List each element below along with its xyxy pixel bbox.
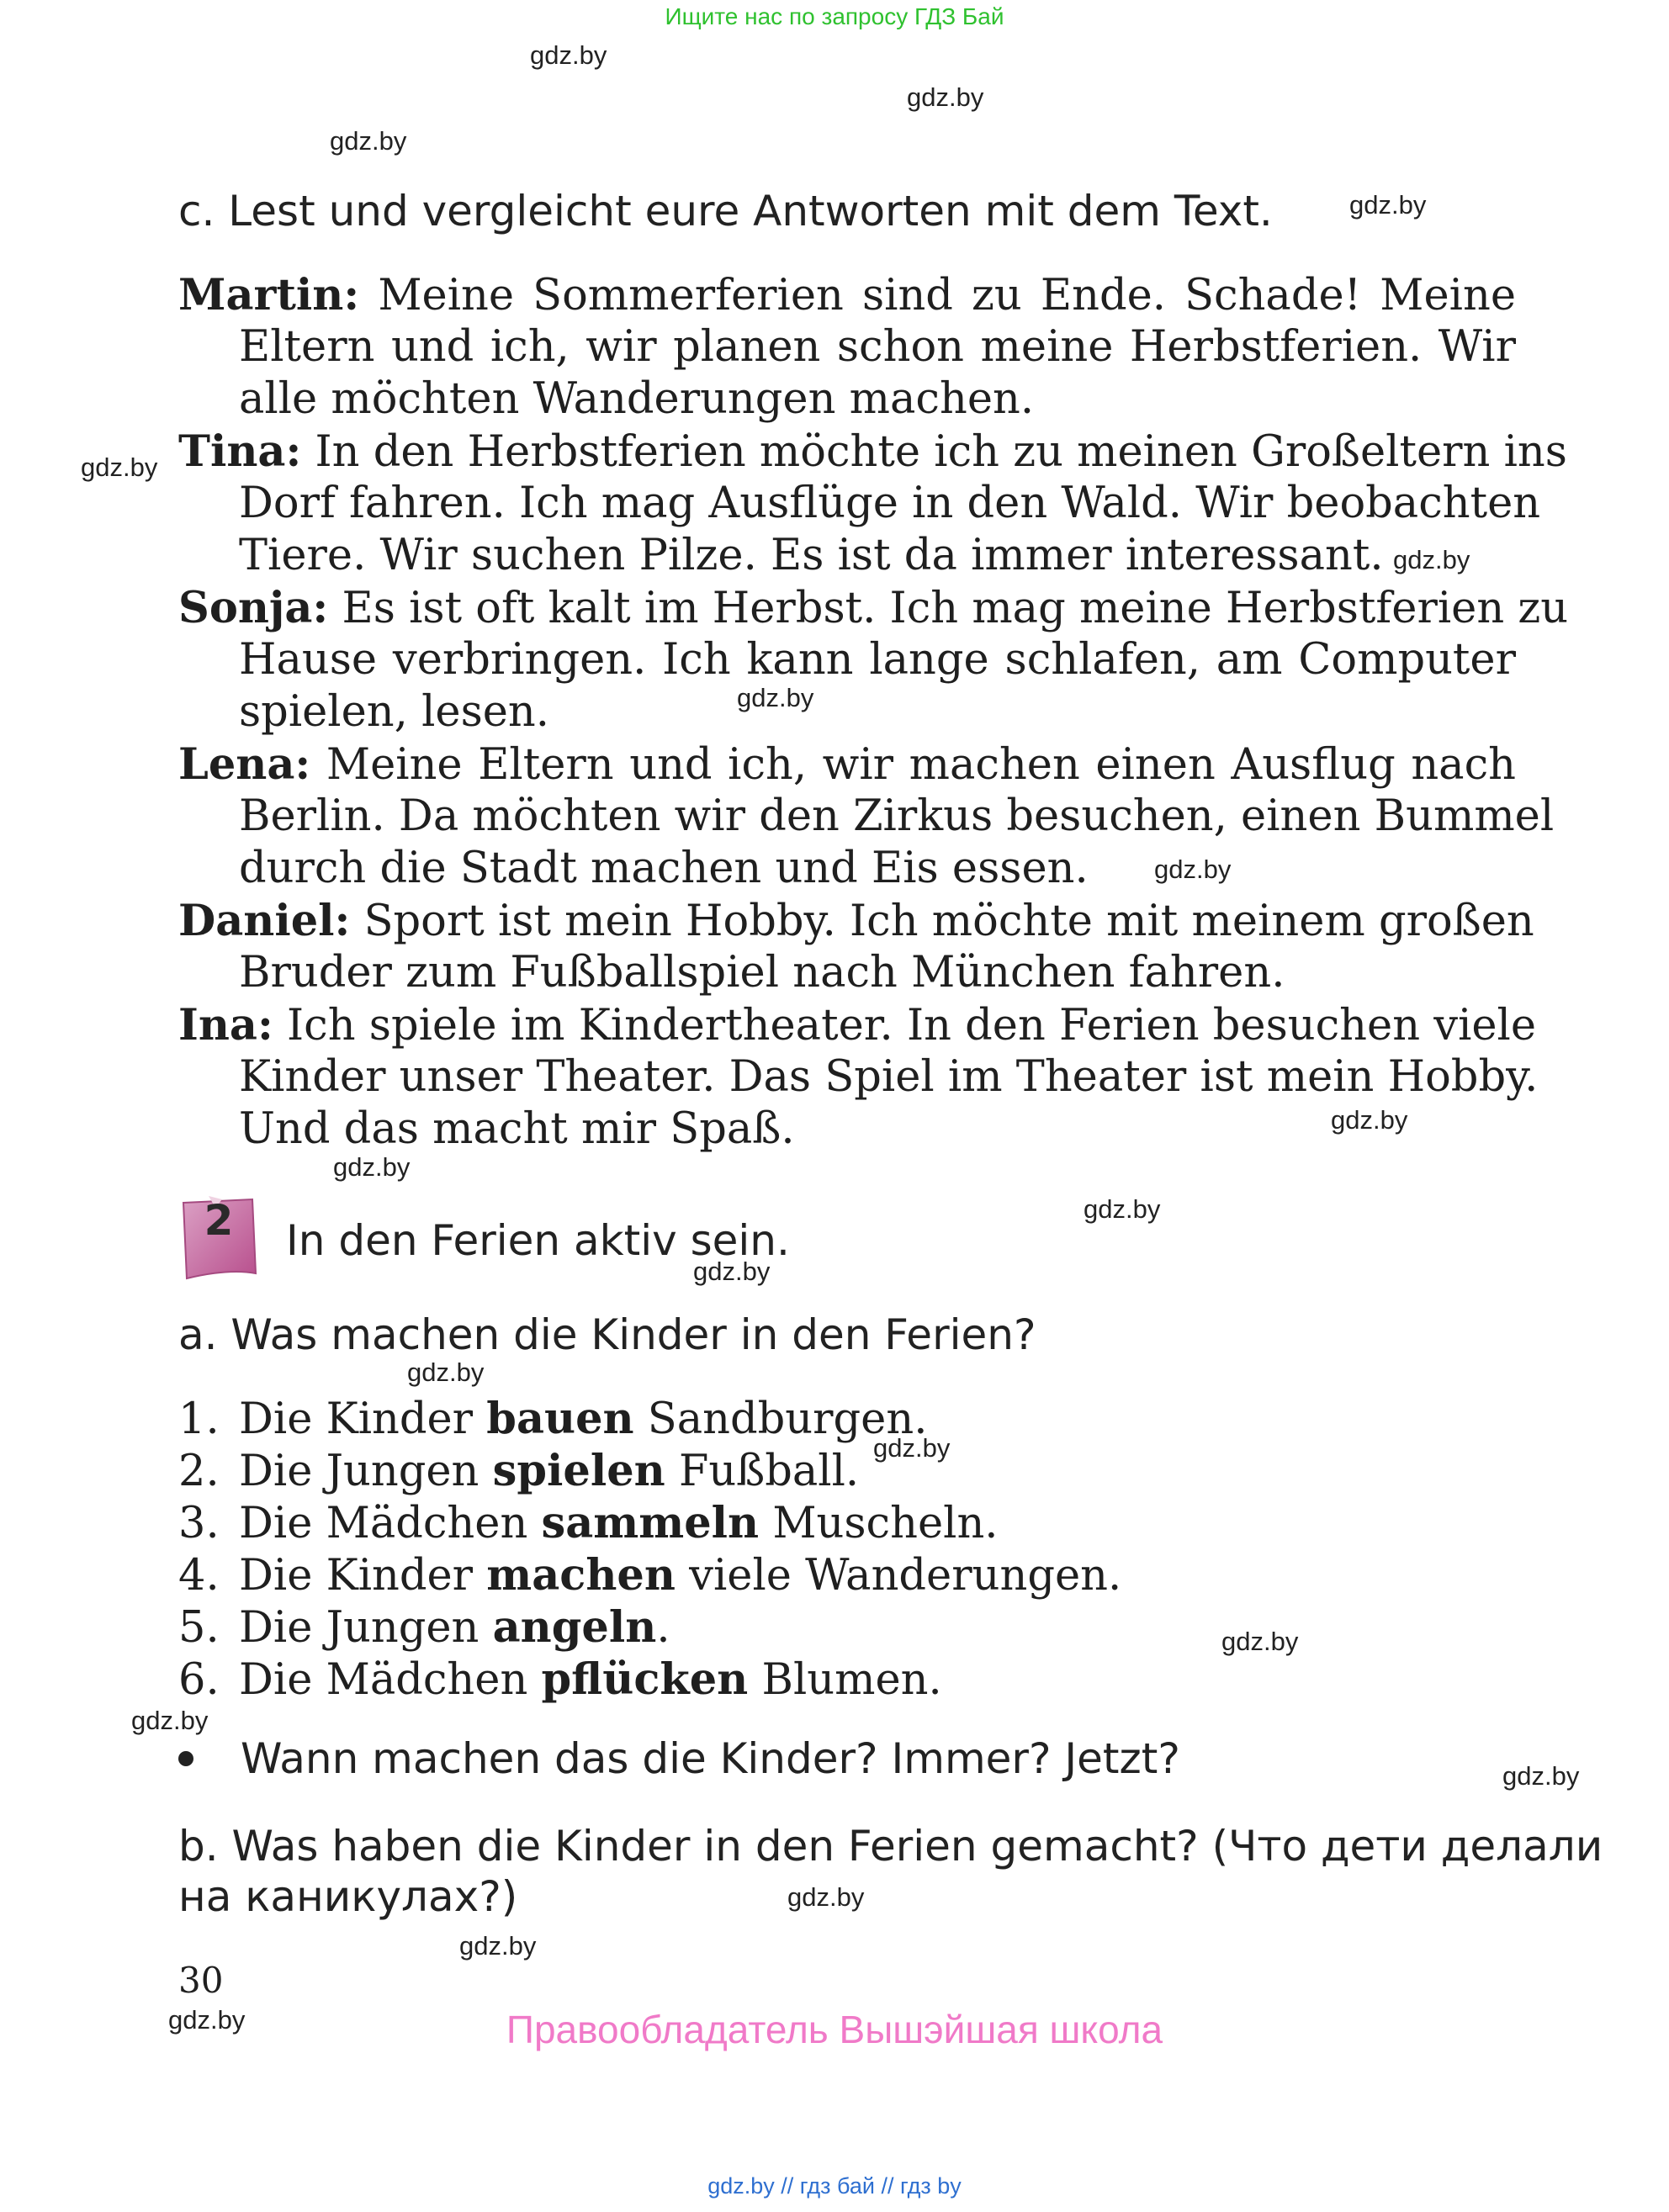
watermark: gdz.by xyxy=(1349,190,1427,220)
watermark: gdz.by xyxy=(693,1257,771,1286)
list-item: 3. Die Mädchen sammeln Muscheln. xyxy=(178,1498,999,1548)
dialogue-line: Bruder zum Fußballspiel nach München fahren. xyxy=(239,948,1285,998)
watermark: gdz.by xyxy=(330,126,407,156)
section-b-heading-continued: на каникулах?) xyxy=(178,1872,518,1921)
bullet-icon xyxy=(178,1751,193,1766)
section-a-heading: a. Was machen die Kinder in den Ferien? xyxy=(178,1310,1036,1359)
speaker-name: Sonja: xyxy=(178,583,329,633)
watermark: gdz.by xyxy=(407,1357,485,1387)
dialogue-entry xyxy=(178,738,1555,895)
dialogue-line: durch die Stadt machen und Eis essen. xyxy=(239,844,1089,893)
dialogue-entry xyxy=(178,895,1534,999)
watermark: gdz.by xyxy=(168,2005,246,2035)
dialogue-line: Kinder unser Theater. Das Spiel im Theater ist mein Hobby. xyxy=(239,1052,1539,1102)
speaker-name: Ina: xyxy=(178,1000,273,1050)
watermark: gdz.by xyxy=(1393,545,1470,574)
dialogue-line: Ina: Ich spiele im Kindertheater. In den Ferien besuchen viele xyxy=(178,1000,1537,1050)
watermark: gdz.by xyxy=(81,452,158,482)
sentence-list xyxy=(178,1393,1516,1706)
watermark: gdz.by xyxy=(131,1706,209,1735)
watermark: gdz.by xyxy=(737,683,814,712)
copyright-notice: Правообладатель Вышэйшая школа xyxy=(506,2008,1163,2051)
verb-highlight: angeln xyxy=(492,1602,657,1653)
speaker-name: Tina: xyxy=(178,426,302,477)
list-item: 2. Die Jungen spielen Fußball. xyxy=(178,1446,860,1496)
list-item: 4. Die Kinder machen viele Wanderungen. xyxy=(178,1550,1122,1601)
watermark: gdz.by xyxy=(873,1433,951,1463)
dialogue-line: Dorf fahren. Ich mag Ausflüge in den Wald. Wir beobachten xyxy=(239,479,1541,528)
dialogue-entry xyxy=(178,426,1567,582)
dialogue-line: Sonja: Es ist oft kalt im Herbst. Ich mag meine Herbstferien zu xyxy=(178,583,1569,633)
dialogue-line: Tina: In den Herbstferien möchte ich zu meinen Großeltern ins xyxy=(178,426,1567,477)
dialogue-entry xyxy=(178,582,1569,738)
dialogue-entry xyxy=(178,999,1539,1156)
list-item: 1. Die Kinder bauen Sandburgen. xyxy=(178,1394,928,1444)
watermark: gdz.by xyxy=(530,40,607,70)
watermark: gdz.by xyxy=(333,1152,411,1182)
watermark: gdz.by xyxy=(459,1931,537,1961)
watermark: gdz.by xyxy=(1221,1627,1299,1656)
dialogue-line: spielen, lesen. xyxy=(239,687,549,737)
speaker-name: Daniel: xyxy=(178,896,351,946)
speaker-name: Martin: xyxy=(178,270,360,320)
section-c-heading: c. Lest und vergleicht eure Antworten mit dem Text. xyxy=(178,187,1273,235)
watermark: gdz.by xyxy=(1331,1105,1408,1135)
dialogue-line: Hause verbringen. Ich kann lange schlafen, am Computer xyxy=(239,635,1516,685)
dialogue-line: Berlin. Da möchten wir den Zirkus besuchen, einen Bummel xyxy=(239,791,1555,841)
dialogue-line: Tiere. Wir suchen Pilze. Es ist da immer interessant. xyxy=(239,531,1384,580)
dialogue-line: Eltern und ich, wir planen schon meine Herbstferien. Wir xyxy=(239,322,1516,372)
watermark: gdz.by xyxy=(1502,1761,1580,1791)
top-banner: Ищите нас по запросу ГДЗ Бай xyxy=(665,3,1004,29)
dialogue-entry xyxy=(178,269,1516,426)
list-item: 5. Die Jungen angeln. xyxy=(178,1602,670,1653)
exercise-number-badge xyxy=(178,1196,259,1282)
page-number: 30 xyxy=(178,1960,224,2001)
watermark: gdz.by xyxy=(1154,855,1232,884)
dialogue-line: alle möchten Wanderungen machen. xyxy=(239,374,1035,424)
bullet-question: Wann machen das die Kinder? Immer? Jetzt? xyxy=(241,1734,1180,1783)
watermark: gdz.by xyxy=(787,1882,865,1912)
dialogue-line: Und das macht mir Spaß. xyxy=(239,1104,795,1154)
watermark: gdz.by xyxy=(1084,1194,1161,1224)
speaker-name: Lena: xyxy=(178,739,311,790)
exercise-title: In den Ferien aktiv sein. xyxy=(286,1216,790,1265)
verb-highlight: sammeln xyxy=(541,1498,760,1548)
watermark: gdz.by xyxy=(907,82,984,112)
dialogue-line: Daniel: Sport ist mein Hobby. Ich möchte mit meinem großen xyxy=(178,896,1534,946)
exercise-number: 2 xyxy=(204,1196,234,1245)
dialogue-line: Lena: Meine Eltern und ich, wir machen einen Ausflug nach xyxy=(178,739,1516,790)
verb-highlight: spielen xyxy=(492,1446,665,1496)
section-b-heading: b. Was haben die Kinder in den Ferien gemacht? (Что дети делали xyxy=(178,1822,1603,1871)
verb-highlight: pflücken xyxy=(541,1654,749,1705)
list-item: 6. Die Mädchen pflücken Blumen. xyxy=(178,1654,942,1705)
dialogue-line: Martin: Meine Sommerferien sind zu Ende. Schade! Meine xyxy=(178,270,1516,320)
verb-highlight: machen xyxy=(486,1550,676,1601)
verb-highlight: bauen xyxy=(486,1394,634,1444)
footer-links: gdz.by // гдз бай // гдз by xyxy=(707,2173,962,2199)
